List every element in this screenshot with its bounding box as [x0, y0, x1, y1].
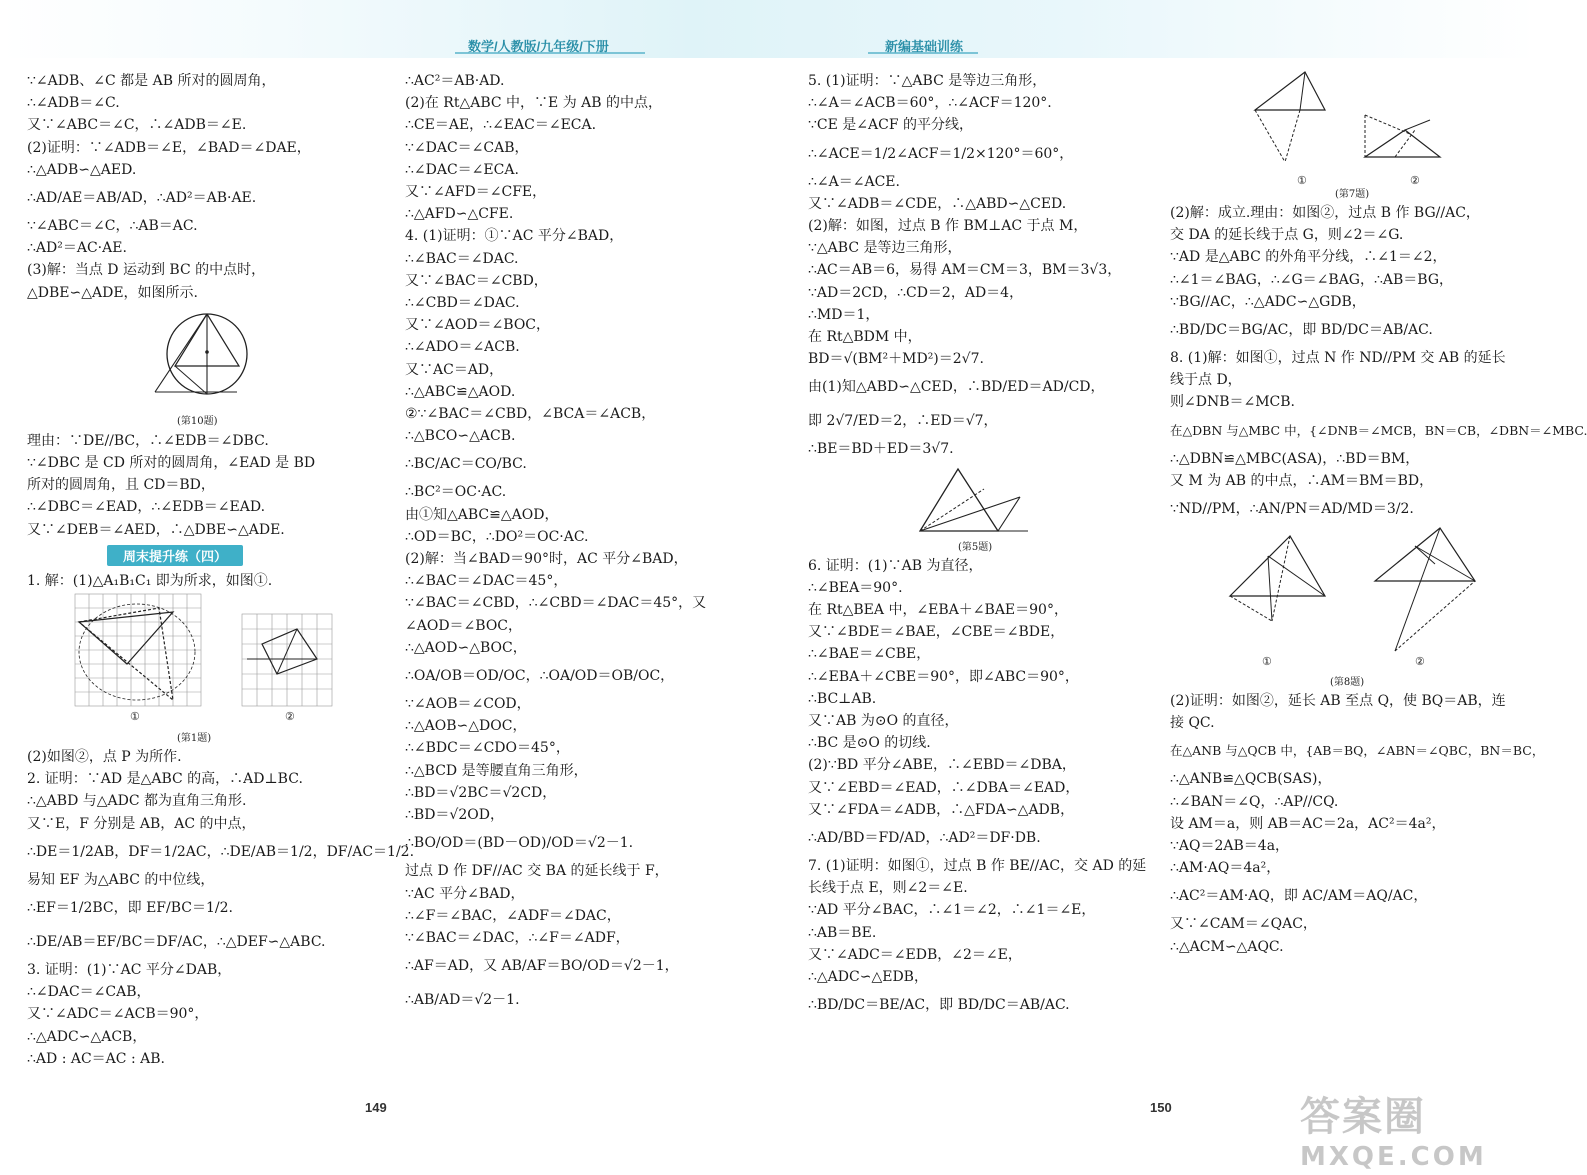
text-line: ∵△ABC 是等边三角形， [808, 240, 962, 257]
text-line: ∵ND//PM，∴AN/PN＝AD/MD＝3/2. [1170, 501, 1414, 518]
figure-label: ② [285, 710, 295, 724]
watermark-url: MXQE.COM [1300, 1142, 1487, 1172]
text-line: ∴∠A＝∠ACB＝60°，∴∠ACF＝120°. [808, 95, 1052, 112]
text-line: 1. 解：(1)△A₁B₁C₁ 即为所求，如图①. [27, 572, 273, 589]
text-line: ∴∠F＝∠BAC，∠ADF＝∠DAC， [405, 907, 621, 924]
text-line: ∴∠BAN＝∠Q，∴AP//CQ. [1170, 793, 1339, 810]
text-line: ∴BC/AC＝CO/BC. [405, 456, 527, 473]
text-line: ∴BE＝BD＋ED＝3√7. [808, 441, 954, 458]
text-line: 交 DA 的延长线于点 G，则∠2＝∠G. [1170, 227, 1404, 244]
text-line: ∴∠ADB＝∠C. [27, 95, 120, 112]
figure-label: ① [130, 710, 140, 724]
figure-label: ② [1410, 174, 1420, 187]
text-line: 在 Rt△BDM 中， [808, 329, 922, 346]
text-line: ∵∠ABC＝∠C，∴AB＝AC. [27, 218, 198, 235]
text-line: 又∵E，F 分别是 AB，AC 的中点， [27, 815, 256, 832]
text-line: 理由：∵DE//BC，∴∠EDB＝∠DBC. [27, 432, 269, 449]
text-line: ∴DE＝1/2AB，DF＝1/2AC，∴DE/AB＝1/2，DF/AC＝1/2. [27, 843, 415, 860]
text-line: ∴∠BAC＝∠DAC. [405, 250, 519, 267]
text-line: (2)解：成立.理由：如图②，过点 B 作 BG//AC， [1170, 205, 1480, 221]
text-line: ∴OD＝BC，∴DO²＝OC·AC. [405, 528, 589, 545]
figure-q10 [147, 304, 377, 414]
text-line: ∠AOD＝∠BOC， [405, 617, 523, 634]
header-left-title: 数学/人教版/九年级/下册 [468, 39, 609, 54]
text-line: 在 Rt△BEA 中，∠EBA＋∠BAE＝90°， [808, 602, 1068, 619]
figure-caption: (第5题) [958, 541, 993, 553]
text-line: 又∵∠ABC＝∠C，∴∠ADB＝∠E. [27, 117, 247, 134]
text-line: 又∵AB 为⊙O 的直径， [808, 713, 959, 730]
text-line: ∵∠DAC＝∠CAB， [405, 139, 529, 156]
figure-caption: (第7题) [1335, 189, 1370, 200]
text-line: 5. (1)证明：∵△ABC 是等边三角形， [808, 73, 1047, 89]
column-3 [808, 70, 1153, 1022]
text-line: ∵AC 平分∠BAD， [405, 885, 525, 902]
text-line: 又∵∠DEB＝∠AED，∴△DBE∽△ADE. [27, 521, 285, 538]
text-line: 又∵∠BAC＝∠CBD， [405, 272, 548, 289]
text-line: ∴∠EBA＋∠CBE＝90°，即∠ABC＝90°， [808, 668, 1079, 685]
figure-caption: (第8题) [1330, 677, 1365, 689]
text-line: ∴AB/AD＝√2－1. [405, 992, 520, 1009]
text-line: ∴CE＝AE，∴∠EAC＝∠ECA. [405, 117, 597, 134]
figure-label: ② [1415, 655, 1425, 669]
text-line: (2)证明：∵∠ADB＝∠E，∠BAD＝∠DAE， [27, 139, 311, 156]
text-line: ∵∠BAC＝∠CBD，∴∠CBD＝∠DAC＝45°，又 [405, 595, 707, 612]
text-line: 过点 D 作 DF//AC 交 BA 的延长线于 F， [405, 863, 669, 880]
text-line: 设 AM＝a，则 AB＝AC＝2a，AC²＝4a²， [1170, 815, 1446, 832]
text-line: ∴∠DAC＝∠ECA. [405, 161, 519, 178]
text-line: ∴AD/BD＝FD/AD，∴AD²＝DF·DB. [808, 830, 1041, 847]
text-line: ∵BG//AC，∴△ADC∽△GDB， [1170, 293, 1366, 310]
figure-caption: (第1题) [177, 733, 212, 745]
watermark-text: 答案圈 [1300, 1094, 1426, 1140]
text-line: ∵AD 平分∠BAC，∴∠1＝∠2，∴∠1＝∠E， [808, 902, 1096, 919]
text-line: ∴AD²＝AC·AE. [27, 240, 127, 257]
text-line: ∴∠CBD＝∠DAC. [405, 295, 520, 312]
text-line: ∴△ADC∽△EDB， [808, 969, 928, 986]
text-line: ∵∠AOB＝∠COD， [405, 696, 531, 713]
header-band [0, 0, 1536, 58]
watermark-logo [1300, 1085, 1530, 1171]
text-line: ∴△ABD 与△ADC 都为直角三角形. [27, 793, 247, 810]
text-line: (2)在 Rt△ABC 中，∵E 为 AB 的中点， [405, 95, 663, 112]
text-line: ∵AQ＝2AB＝4a， [1170, 838, 1290, 855]
text-line: 所对的圆周角，且 CD＝BD， [27, 477, 215, 494]
text-line: 易知 EF 为△ABC 的中位线， [27, 871, 215, 888]
text-line: ②∵∠BAC＝∠CBD，∠BCA＝∠ACB， [405, 406, 656, 423]
figure-q8 [1170, 526, 1530, 676]
text-line: ∴△DBN≌△MBC(ASA)，∴BD＝BM， [1170, 450, 1420, 467]
section-badge: 周末提升练（四） [107, 545, 243, 566]
text-line: ∴∠BDC＝∠CDO＝45°， [405, 740, 570, 757]
text-line: 长线于点 E，则∠2＝∠E. [808, 880, 968, 897]
text-line: ∴BD＝√2OD， [405, 807, 504, 824]
text-line: ∴AC²＝AB·AD. [405, 73, 505, 89]
text-line: 线于点 D， [1170, 372, 1242, 389]
text-line: ∴△AOD∽△BOC， [405, 639, 527, 656]
text-line: ∵∠DBC 是 CD 所对的圆周角，∠EAD 是 BD [27, 455, 316, 472]
text-line: (2)解：如图，过点 B 作 BM⊥AC 于点 M， [808, 218, 1088, 235]
figure-caption: (第10题) [177, 415, 218, 427]
text-line: ∴EF＝1/2BC，即 EF/BC＝1/2. [27, 900, 233, 917]
text-line: ∵AD 是△ABC 的外角平分线，∴∠1＝∠2， [1170, 249, 1447, 266]
text-line: 由(1)知△ABD∽△CED，∴BD/ED＝AD/CD， [808, 379, 1105, 396]
text-line: ∴△BCO∽△ACB. [405, 428, 516, 445]
text-line: ∴△ADC∽△ACB， [27, 1028, 147, 1045]
text-line: ∵∠ADB、∠C 都是 AB 所对的圆周角， [27, 73, 276, 89]
text-line: (2)证明：如图②，延长 AB 至点 Q，使 BQ＝AB，连 [1170, 693, 1506, 710]
text-line: 8. (1)解：如图①，过点 N 作 ND//PM 交 AB 的延长 [1170, 350, 1506, 367]
text-line: 又∵AC＝AD， [405, 361, 504, 378]
text-line: (2)如图②，点 P 为所作. [27, 749, 182, 766]
col1-lines-a [27, 70, 382, 304]
text-line: ∴BD/DC＝BG/AC，即 BD/DC＝AB/AC. [1170, 322, 1433, 339]
text-line: ∴AM·AQ＝4a²， [1170, 860, 1281, 877]
text-line: ∴AB＝BE. [808, 924, 877, 941]
text-line: ∴AD/AE＝AB/AD，∴AD²＝AB·AE. [27, 190, 257, 207]
text-line: 由①知△ABC≌△AOD， [405, 506, 559, 523]
text-line: ∴△ANB≌△QCB(SAS)， [1170, 771, 1332, 788]
text-line: 6. 证明：(1)∵AB 为直径， [808, 557, 983, 574]
text-line: ∴△ADB∽△AED. [27, 161, 137, 178]
text-line: ∴BD＝√2BC＝√2CD， [405, 784, 557, 801]
text-line: ∵AD＝2CD，∴CD＝2，AD＝4， [808, 284, 1024, 301]
text-line: BD＝√(BM²＋MD²)＝2√7. [808, 351, 984, 368]
text-line: ∴AD : AC＝AC : AB. [27, 1050, 165, 1067]
text-line: ∴∠ACE＝1/2∠ACF＝1/2×120°＝60°， [808, 145, 1074, 162]
text-line: 又∵∠EBD＝∠EAD，∴∠DBA＝∠EAD， [808, 779, 1080, 796]
text-line: ∴OA/OB＝OD/OC，∴OA/OD＝OB/OC， [405, 668, 675, 685]
text-line: 3. 证明：(1)∵AC 平分∠DAB， [27, 962, 232, 979]
text-line: ∴∠ADO＝∠ACB. [405, 339, 520, 356]
text-line: 7. (1)证明：如图①，过点 B 作 BE//AC，交 AD 的延 [808, 858, 1147, 875]
text-line: ∴∠BEA＝90°. [808, 579, 903, 596]
text-line: 又∵∠BDE＝∠BAE，∠CBE＝∠BDE， [808, 624, 1065, 641]
text-line: ∴BO/OD＝(BD－OD)/OD＝√2－1. [405, 835, 634, 852]
text-line: ∴△AFD∽△CFE. [405, 206, 514, 223]
text-line: ∵∠BAC＝∠DAC，∴∠F＝∠ADF， [405, 929, 630, 946]
figure-q1 [27, 592, 382, 732]
text-line: 即 2√7/ED＝2，∴ED＝√7， [808, 413, 998, 430]
text-line: ∵CE 是∠ACF 的平分线， [808, 117, 974, 134]
figure-label: ① [1262, 655, 1272, 669]
text-line: 又 M 为 AB 的中点，∴AM＝BM＝BD， [1170, 472, 1434, 489]
text-line: ∴∠DBC＝∠EAD，∴∠EDB＝∠EAD. [27, 499, 266, 516]
text-line: (3)解：当点 D 运动到 BC 的中点时， [27, 262, 266, 279]
text-line: ∴AC＝AB＝6，易得 AM＝CM＝3，BM＝3√3， [808, 262, 1122, 279]
text-line: ∴BC²＝OC·AC. [405, 484, 507, 501]
figure-q5 [908, 461, 1108, 541]
column-2 [405, 70, 785, 1017]
text-line: ∴BC 是⊙O 的切线. [808, 735, 931, 752]
text-line: 又∵∠CAM＝∠QAC， [1170, 916, 1317, 933]
text-line: ∴△BCD 是等腰直角三角形， [405, 762, 588, 779]
text-line: 又∵∠ADB＝∠CDE，∴△ABD∽△CED. [808, 195, 1067, 212]
text-line: 又∵∠AFD＝∠CFE， [405, 184, 547, 201]
header-right-title: 新编基础训练 [885, 39, 964, 54]
text-line: 在△DBN 与△MBC 中，{∠DNB＝∠MCB，BN＝CB，∠DBN＝∠MBC. [1170, 422, 1587, 438]
text-line: 又∵∠AOD＝∠BOC， [405, 317, 551, 334]
text-line: ∴AF＝AD，又 AB/AF＝BO/OD＝√2－1， [405, 958, 679, 975]
text-line: ∴MD＝1， [808, 306, 880, 323]
text-line: 接 QC. [1170, 715, 1215, 732]
text-line: ∴AC²＝AM·AQ，即 AC/AM＝AQ/AC， [1170, 888, 1428, 905]
text-line: ∴∠A＝∠ACE. [808, 173, 900, 190]
text-line: ∴△ACM∽△AQC. [1170, 938, 1284, 955]
text-line: (2)解：当∠BAD＝90°时，AC 平分∠BAD， [405, 551, 688, 568]
figure-q7 [1170, 70, 1530, 188]
text-line: 2. 证明：∵AD 是△ABC 的高，∴AD⊥BC. [27, 771, 303, 788]
text-line: ∴△ABC≌△AOD. [405, 383, 516, 400]
text-line: 又∵∠ADC＝∠EDB，∠2＝∠E， [808, 946, 1022, 963]
column-4 [1170, 70, 1587, 958]
text-line: ∴BC⊥AB. [808, 690, 877, 707]
text-line: 在△ANB 与△QCB 中，{AB＝BQ，∠ABN＝∠QBC，BN＝BC， [1170, 743, 1545, 759]
text-line: (2)∵BD 平分∠ABE，∴∠EBD＝∠DBA， [808, 757, 1076, 774]
text-line: △DBE∽△ADE，如图所示. [27, 284, 199, 301]
text-line: 则∠DNB＝∠MCB. [1170, 394, 1296, 411]
text-line: ∴∠1＝∠BAG，∴∠G＝∠BAG，∴AB＝BG， [1170, 271, 1454, 288]
text-line: 又∵∠ADC＝∠ACB＝90°， [27, 1006, 209, 1023]
text-line: ∴∠BAC＝∠DAC＝45°， [405, 573, 568, 590]
page-number-right: 150 [1150, 1100, 1172, 1115]
figure-label: ① [1297, 174, 1307, 187]
text-line: ∴△AOB∽△DOC， [405, 718, 527, 735]
text-line: ∴DE/AB＝EF/BC＝DF/AC，∴△DEF∽△ABC. [27, 934, 326, 951]
text-line: ∴∠BAE＝∠CBE， [808, 646, 931, 663]
text-line: ∴∠DAC＝∠CAB， [27, 984, 151, 1001]
column-1 [27, 70, 415, 1070]
text-line: 又∵∠FDA＝∠ADB，∴△FDA∽△ADB， [808, 801, 1075, 818]
text-line: ∴BD/DC＝BE/AC，即 BD/DC＝AB/AC. [808, 997, 1070, 1014]
text-line: 4. (1)证明：①∵AC 平分∠BAD， [405, 228, 624, 245]
page-number-left: 149 [365, 1100, 387, 1115]
